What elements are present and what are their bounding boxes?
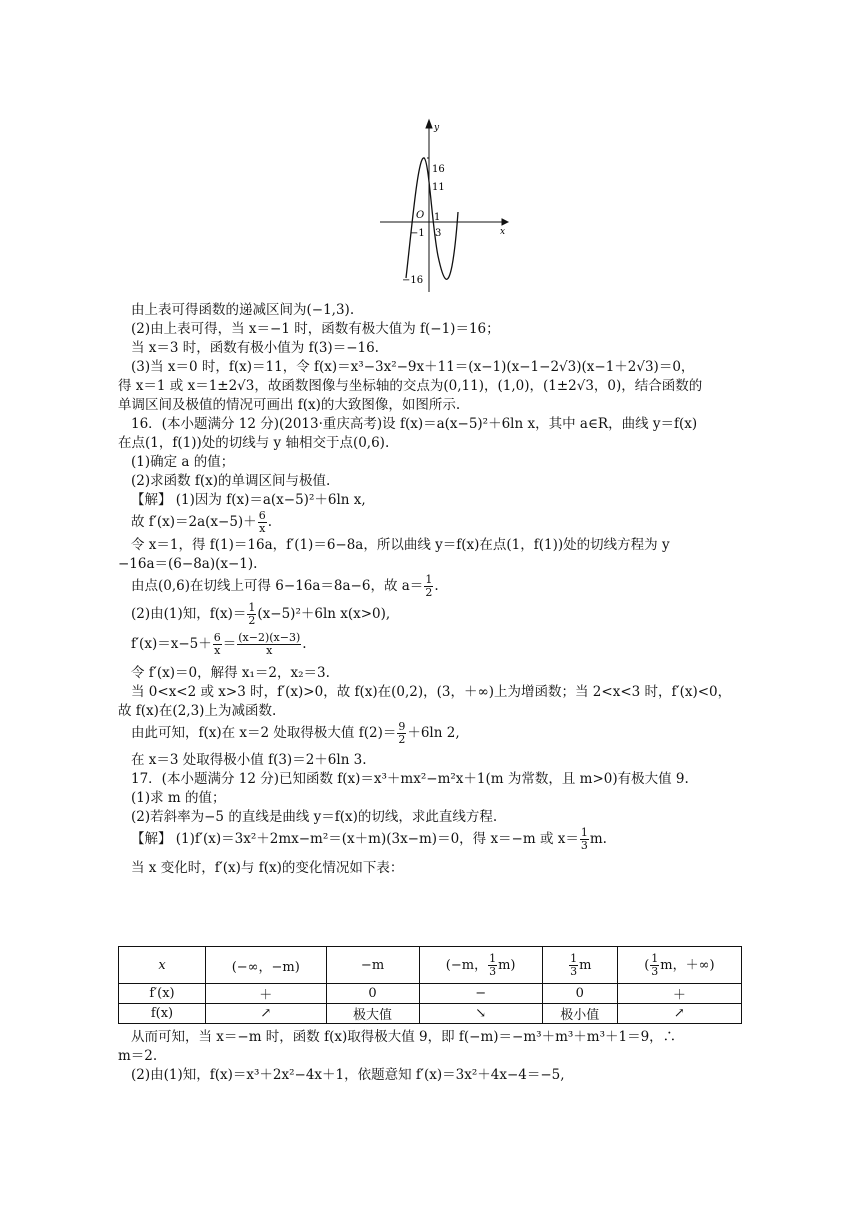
solution-17-heading [118,827,742,859]
table-cell: ＋ [206,984,327,1004]
solution-block-15 [118,301,742,878]
table-row [119,1004,742,1024]
text-line: 在 x＝3 处取得极小值 f(3)＝2＋6ln 3. [131,752,367,768]
text-line: (2)求函数 f(x)的单调区间与极值. [131,473,331,489]
fraction [580,827,589,852]
tick-3: 3 [435,228,442,239]
fraction-denominator: 2 [398,733,406,746]
fraction-numerator: (x−2)(x−3) [238,631,301,644]
text-line: 令 f′(x)＝0，解得 x₁＝2，x₂＝3. [131,665,330,681]
origin-label: O [416,210,425,221]
fraction [213,632,222,657]
cubic-curve [406,158,458,279]
y-axis-arrow [426,120,432,128]
table-cell: 0 [542,984,617,1004]
variation-table [118,946,742,1024]
fraction-denominator: 2 [425,586,433,599]
x-axis-arrow [502,219,508,225]
text-fragment: 故 f′(x)＝2a(x−5)＋ [131,514,257,530]
text-fragment: (2)由(1)知，f(x)＝ [131,606,247,622]
fraction [237,632,301,657]
a-value-line: 由点(0,6)在切线上可得 6−16a＝8a−6，故 a＝ $\frac{1}{2}$ . [131,573,439,599]
problem-16-title: 16．(本小题满分 12 分)(2013·重庆高考)设 f(x)＝a(x−5)²＋6ln x，其中 a∈R，曲线 y＝f(x) [131,416,698,432]
fraction [258,510,267,535]
text-line: 从而可知，当 x＝−m 时，函数 f(x)取得极大值 9，即 f(−m)＝−m³＋m³＋m³＋1＝9，∴ [131,1029,677,1045]
text-line: 得 x＝1 或 x＝1±2√3，故函数图像与坐标轴的交点为(0,11)，(1,0)，(1±2√3，0)，结合函数的 [118,378,703,394]
fraction-denominator: 3 [580,839,588,852]
fraction-denominator: x [266,644,273,657]
maximum-line [118,721,742,751]
derivative-line: 故 f′(x)＝2a(x−5)＋ $\frac{6}{x}$ . [131,509,272,535]
text-line: (3)当 x＝0 时，f(x)＝11，令 f(x)＝x³−3x²−9x＋11＝(x−1)(x−1−2√3)(x−1＋2√3)＝0， [131,359,695,375]
derivative-factored-line: f′(x)＝x−5＋ $\frac{6}{x}$ ＝ $\frac{(x-2)(x-3)}{x}$ . [131,631,307,657]
text-line: (2)若斜率为−5 的直线是曲线 y＝f(x)的切线，求此直线方程. [131,809,498,825]
text-line: 在点(1，f(1))处的切线与 y 轴相交于点(0,6). [118,435,390,451]
tick-11: 11 [432,182,445,193]
table-cell: $\frac{1}{3}$ m [542,947,617,984]
text-line: 当 0<x<2 或 x>3 时，f′(x)>0，故 f(x)在(0,2)，(3，＋∞)上为增函数；当 2<x<3 时，f′(x)<0， [131,684,732,700]
fraction-denominator: x [259,522,266,535]
fraction-numerator: 1 [248,601,256,614]
table-cell: f′(x) [119,984,206,1004]
y-axis-label: y [434,123,440,133]
problem-17-title: 17．(本小题满分 12 分)已知函数 f(x)＝x³＋mx²−m²x＋1(m 为常数，且 m>0)有极大值 9. [131,771,689,787]
x-axis-label: x [500,227,506,237]
tick-neg1: −1 [410,228,425,239]
tick-1: 1 [434,212,441,223]
cubic-function-graph [376,116,516,296]
table-cell: ↘ [419,1004,542,1024]
text-line: (1)求 m 的值； [131,790,226,806]
table-cell: ＋ [617,984,741,1004]
text-line: (2)由上表可得，当 x＝−1 时，函数有极大值为 f(−1)＝16； [131,321,500,337]
text-line: m＝2. [118,1048,158,1064]
fraction-denominator: 2 [248,614,256,627]
fraction-numerator: 6 [258,509,266,522]
text-line: 令 x＝1，得 f(1)＝16a，f′(1)＝6−8a，所以曲线 y＝f(x)在点(1，f(1))处的切线方程为 y [131,537,670,553]
fraction [424,574,433,599]
fraction-numerator: 1 [580,826,588,839]
table-cell: ↗ [617,1004,741,1024]
table-cell: 0 [326,984,419,1004]
fraction-denominator: x [214,644,221,657]
fraction [247,602,256,627]
solution-block-17 [118,1028,742,1085]
fraction [397,721,406,746]
table-cell: x [119,947,206,984]
table-cell: (−m， $\frac{1}{3}$ m) [419,947,542,984]
text-fragment: (x−5)²＋6ln x(x>0), [257,606,391,622]
tick-neg16: −16 [402,275,424,286]
text-line: (1)确定 a 的值； [131,454,235,470]
text-line: 当 x＝3 时，函数有极小值为 f(3)＝−16. [131,340,379,356]
text-fragment: 由此可知，f(x)在 x＝2 处取得极大值 f(2)＝ [131,725,397,741]
text-fragment: 【解】 (1)f′(x)＝3x²＋2mx−m²＝(x＋m)(3x−m)＝0，得 x＝−m 或 x＝ [131,831,579,847]
table-cell: (−∞，−m) [206,947,327,984]
tick-16: 16 [432,164,445,175]
table-cell: − [419,984,542,1004]
text-line: −16a＝(6−8a)(x−1). [118,556,258,572]
text-fragment: ＋6ln 2, [407,725,460,741]
text-fragment: m. [589,831,607,847]
fraction-numerator: 1 [425,573,433,586]
table-cell: ↗ [206,1004,327,1024]
text-fragment: f′(x)＝x−5＋ [131,636,212,652]
text-fragment: 由点(0,6)在切线上可得 6−16a＝8a−6，故 a＝ [131,578,424,594]
text-line: 当 x 变化时，f′(x)与 f(x)的变化情况如下表： [131,860,404,876]
table-row [119,947,742,984]
table-cell: −m [326,947,419,984]
table-cell: ( $\frac{1}{3}$ m，＋∞) [617,947,741,984]
table-row [119,984,742,1004]
solution-heading: 【解】 (1)因为 f(x)＝a(x−5)²＋6ln x, [131,492,366,508]
fraction-numerator: 6 [213,631,221,644]
text-line: 由上表可得函数的递减区间为(−1,3). [131,302,355,318]
text-line: (2)由(1)知，f(x)＝x³＋2x²−4x＋1，依题意知 f′(x)＝3x²＋4x−4＝−5, [131,1067,565,1083]
table-cell: f(x) [119,1004,206,1024]
function-line [118,602,742,632]
text-line: 单调区间及极值的情况可画出 f(x)的大致图像，如图所示. [118,397,461,413]
table-cell: 极大值 [326,1004,419,1024]
fraction-numerator: 9 [398,720,406,733]
table-cell: 极小值 [542,1004,617,1024]
text-line: 故 f(x)在(2,3)上为减函数. [118,703,277,719]
